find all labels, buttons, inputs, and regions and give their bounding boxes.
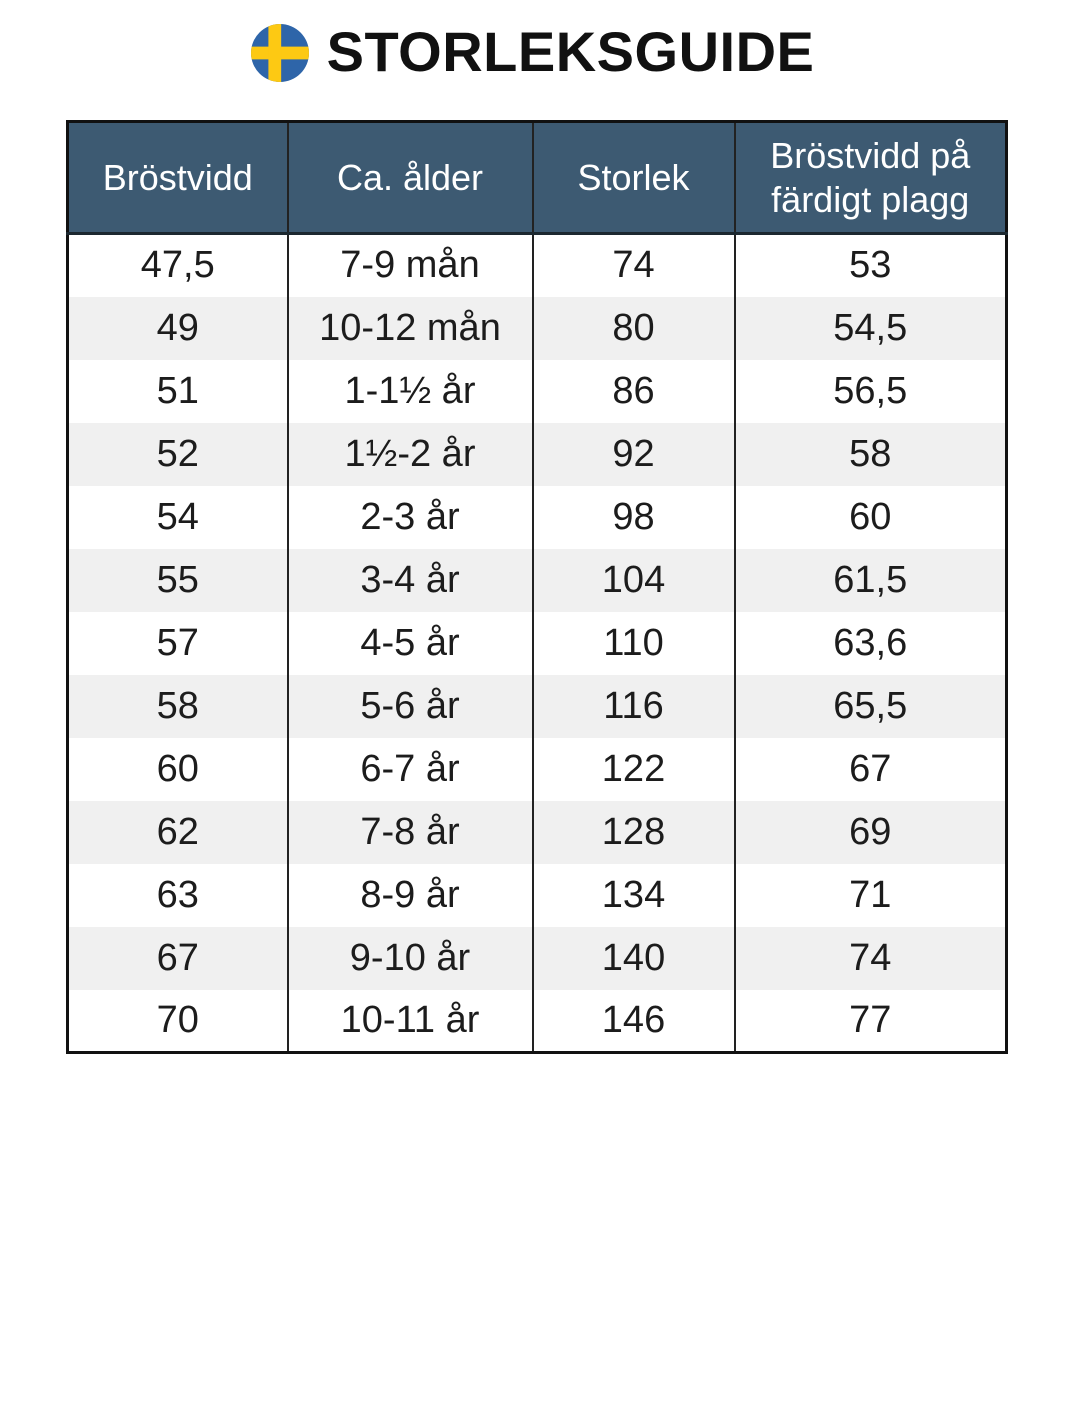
chest-width-cell: 55 [68, 549, 288, 612]
size-table-container [66, 120, 1065, 1054]
size-cell: 116 [533, 675, 735, 738]
age-cell: 9-10 år [288, 927, 533, 990]
table-row [68, 675, 1007, 738]
size-cell: 110 [533, 612, 735, 675]
age-cell: 6-7 år [288, 738, 533, 801]
age-cell: 5-6 år [288, 675, 533, 738]
chest-width-cell: 52 [68, 423, 288, 486]
age-cell: 7-9 mån [288, 234, 533, 297]
table-row [68, 549, 1007, 612]
garment-chest-width-cell: 53 [735, 234, 1007, 297]
page-title: STORLEKSGUIDE [326, 20, 815, 83]
table-row [68, 612, 1007, 675]
table-row [68, 486, 1007, 549]
size-cell: 128 [533, 801, 735, 864]
table-row [68, 990, 1007, 1053]
age-cell: 3-4 år [288, 549, 533, 612]
chest-width-cell: 67 [68, 927, 288, 990]
size-cell: 86 [533, 360, 735, 423]
garment-chest-width-cell: 60 [735, 486, 1007, 549]
column-header-chest-width: Bröstvidd [68, 122, 288, 234]
table-row [68, 360, 1007, 423]
size-cell: 104 [533, 549, 735, 612]
age-cell: 10-12 mån [288, 297, 533, 360]
table-row [68, 234, 1007, 297]
size-guide-table [66, 120, 1008, 1054]
chest-width-cell: 49 [68, 297, 288, 360]
size-cell: 98 [533, 486, 735, 549]
size-cell: 80 [533, 297, 735, 360]
table-row [68, 864, 1007, 927]
garment-chest-width-cell: 74 [735, 927, 1007, 990]
garment-chest-width-cell: 69 [735, 801, 1007, 864]
chest-width-cell: 58 [68, 675, 288, 738]
chest-width-cell: 63 [68, 864, 288, 927]
table-row [68, 927, 1007, 990]
garment-chest-width-cell: 54,5 [735, 297, 1007, 360]
age-cell: 8-9 år [288, 864, 533, 927]
chest-width-cell: 51 [68, 360, 288, 423]
size-cell: 92 [533, 423, 735, 486]
chest-width-cell: 47,5 [68, 234, 288, 297]
garment-chest-width-cell: 65,5 [735, 675, 1007, 738]
chest-width-cell: 54 [68, 486, 288, 549]
sweden-flag-icon [251, 24, 309, 82]
column-header-approx-age: Ca. ålder [288, 122, 533, 234]
table-row [68, 297, 1007, 360]
size-cell: 140 [533, 927, 735, 990]
garment-chest-width-cell: 58 [735, 423, 1007, 486]
column-header-size: Storlek [533, 122, 735, 234]
size-cell: 134 [533, 864, 735, 927]
age-cell: 1½-2 år [288, 423, 533, 486]
garment-chest-width-cell: 77 [735, 990, 1007, 1053]
chest-width-cell: 57 [68, 612, 288, 675]
garment-chest-width-cell: 63,6 [735, 612, 1007, 675]
age-cell: 10-11 år [288, 990, 533, 1053]
column-header-garment-chest-width: Bröstvidd på färdigt plagg [735, 122, 1007, 234]
table-header-row [68, 122, 1007, 234]
page-header [0, 0, 1065, 83]
chest-width-cell: 62 [68, 801, 288, 864]
size-cell: 146 [533, 990, 735, 1053]
age-cell: 7-8 år [288, 801, 533, 864]
age-cell: 2-3 år [288, 486, 533, 549]
chest-width-cell: 60 [68, 738, 288, 801]
table-row [68, 423, 1007, 486]
garment-chest-width-cell: 67 [735, 738, 1007, 801]
age-cell: 4-5 år [288, 612, 533, 675]
size-cell: 122 [533, 738, 735, 801]
table-row [68, 738, 1007, 801]
chest-width-cell: 70 [68, 990, 288, 1053]
size-cell: 74 [533, 234, 735, 297]
table-row [68, 801, 1007, 864]
garment-chest-width-cell: 71 [735, 864, 1007, 927]
age-cell: 1-1½ år [288, 360, 533, 423]
garment-chest-width-cell: 56,5 [735, 360, 1007, 423]
garment-chest-width-cell: 61,5 [735, 549, 1007, 612]
